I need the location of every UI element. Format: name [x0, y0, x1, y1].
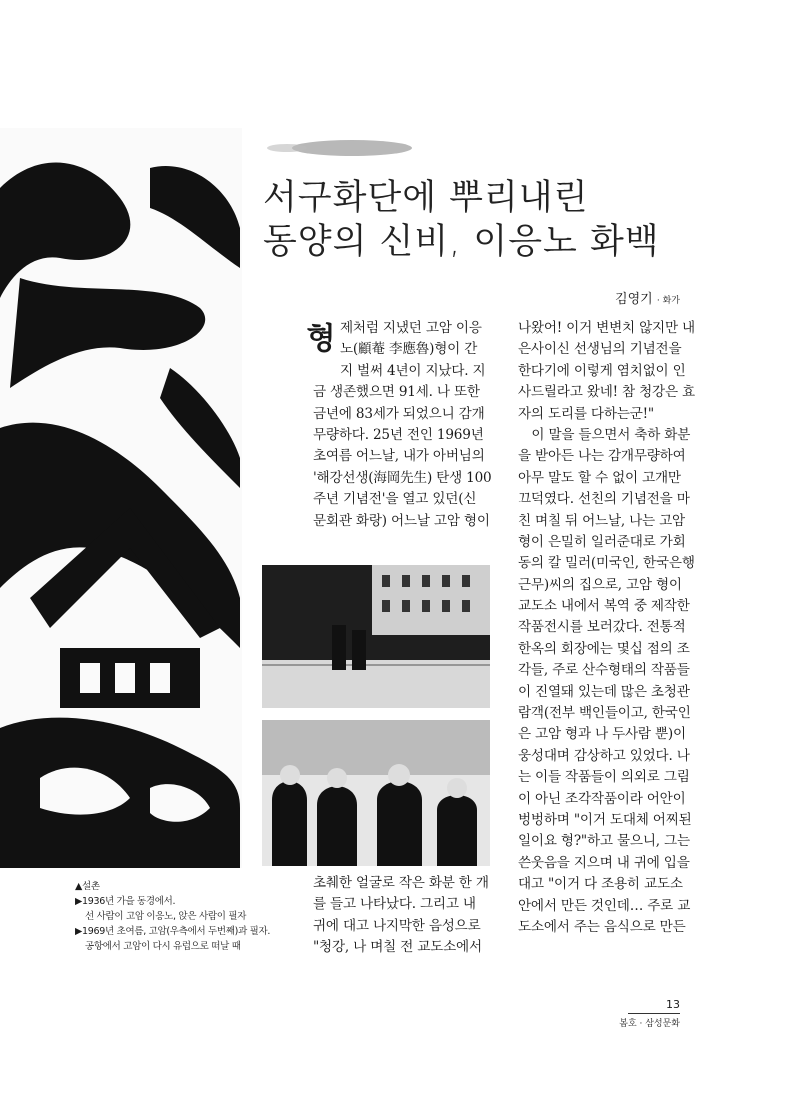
text-line: 자의 도리를 다하는군!" — [518, 405, 654, 422]
caption-artwork: ▲설촌 — [75, 881, 100, 892]
ink-painting-artwork — [0, 128, 242, 868]
caption-photo2-detail: 공항에서 고암이 다시 유럽으로 떠날 때 — [85, 941, 241, 952]
author-role: · 화가 — [656, 296, 680, 306]
footer-rule — [628, 1013, 680, 1014]
text-line: "청강, 나 며칠 전 교도소에서 — [313, 939, 482, 956]
text-line: 이 진열돼 있는데 많은 초청관 — [518, 683, 690, 700]
magazine-name: 봄호 · 삼성문화 — [619, 1019, 680, 1029]
article-title-line-1: 서구화단에 뿌리내린 — [263, 178, 589, 218]
page-number: 13 — [666, 998, 680, 1011]
caption-photo2: ▶1969년 초여름, 고암(우측에서 두번째)과 필자. — [75, 926, 271, 937]
text-line: 금년에 83세가 되었으니 감개 — [313, 405, 485, 422]
text-line: 사드릴라고 왔네! 참 청강은 효 — [518, 384, 695, 401]
photo-1936-tokyo — [262, 565, 490, 708]
text-line: 노(顧菴 李應魯)형이 간 — [340, 341, 478, 358]
section-tag-banner — [262, 137, 412, 159]
text-line: 은사이신 선생님의 기념전을 — [518, 341, 682, 358]
text-line: 교도소 내에서 복역 중 제작한 — [518, 598, 690, 615]
text-line: 쓴웃음을 지으며 내 귀에 입을 — [518, 854, 690, 871]
text-line: 는 이들 작품들이 의외로 그림 — [518, 769, 690, 786]
text-line: 일이요 형?"하고 물으니, 그는 — [518, 833, 690, 850]
text-line: 를 들고 나타났다. 그리고 내 — [313, 896, 476, 913]
text-line: 금 생존했으면 91세. 나 또한 — [313, 384, 480, 401]
text-line: 지 벌써 4년이 지났다. 지 — [340, 362, 486, 379]
text-line: 은 고암 형과 나 두사람 뿐)이 — [518, 726, 686, 743]
text-line: 무량하다. 25년 전인 1969년 — [313, 426, 484, 443]
text-line: 아무 말도 할 수 없이 고개만 — [518, 469, 681, 486]
text-line: 안에서 만든 것인데… 주로 교 — [518, 897, 691, 914]
text-line: 이 말을 들으면서 축하 화분 — [518, 426, 691, 443]
text-line: 친 며칠 뒤 어느날, 나는 고암 — [518, 512, 685, 529]
text-line: 각들, 주로 산수형태의 작품들 — [518, 662, 690, 679]
body-column-2 — [518, 318, 695, 938]
author-byline — [600, 288, 680, 307]
text-line: 제처럼 지냈던 고암 이응 — [340, 320, 482, 336]
text-line: 벙벙하며 "이거 도대체 어찌된 — [518, 811, 692, 828]
text-line: 동의 칼 밀러(미국인, 한국은행 — [518, 555, 695, 572]
text-line: 이 아닌 조각작품이라 어안이 — [518, 790, 686, 807]
text-line: 대고 "이거 다 조용히 교도소 — [518, 876, 683, 893]
text-line: 초여름 어느날, 내가 아버님의 — [313, 448, 485, 465]
text-line: 형이 은밀히 일러준대로 가회 — [518, 533, 686, 550]
text-line: '해강선생(海岡先生) 탄생 100 — [313, 469, 492, 486]
text-line: 도소에서 주는 음식으로 만든 — [518, 918, 686, 935]
body-column-1-bottom — [313, 873, 493, 959]
text-line: 을 받아든 나는 감개무량하여 — [518, 448, 686, 465]
text-line: 한다기에 이렇게 염치없이 인 — [518, 362, 686, 379]
text-line: 끄덕였다. 선친의 기념전을 마 — [518, 491, 690, 508]
text-line: 초췌한 얼굴로 작은 화분 한 개 — [313, 875, 489, 891]
caption-photo1: ▶1936년 가을 동경에서. — [75, 896, 176, 907]
text-line: 나왔어! 이거 변변치 않지만 내 — [518, 320, 695, 336]
caption-photo1-detail: 선 사람이 고암 이응노, 앉은 사람이 필자 — [85, 911, 247, 922]
author-name: 김영기 — [615, 292, 653, 307]
article-title-line-2: 동양의 신비, 이응노 화백 — [263, 222, 660, 262]
text-line: 람객(전부 백인들이고, 한국인 — [518, 705, 691, 722]
photo-1969-airport — [262, 720, 490, 866]
photo-captions — [75, 879, 270, 954]
body-column-1-top — [313, 318, 493, 532]
drop-cap: 형 — [300, 322, 335, 352]
text-line: 웅성대며 감상하고 있었다. 나 — [518, 747, 690, 764]
text-line: 근무)씨의 집으로, 고암 형이 — [518, 576, 682, 593]
text-line: 주년 기념전'을 열고 있던(신 — [313, 491, 477, 508]
text-line: 작품전시를 보러갔다. 전통적 — [518, 619, 686, 636]
text-line: 문회관 화랑) 어느날 고암 형이 — [313, 512, 490, 529]
text-line: 귀에 대고 나지막한 음성으로 — [313, 917, 481, 934]
text-line: 한옥의 회장에는 몇십 점의 조 — [518, 640, 690, 657]
